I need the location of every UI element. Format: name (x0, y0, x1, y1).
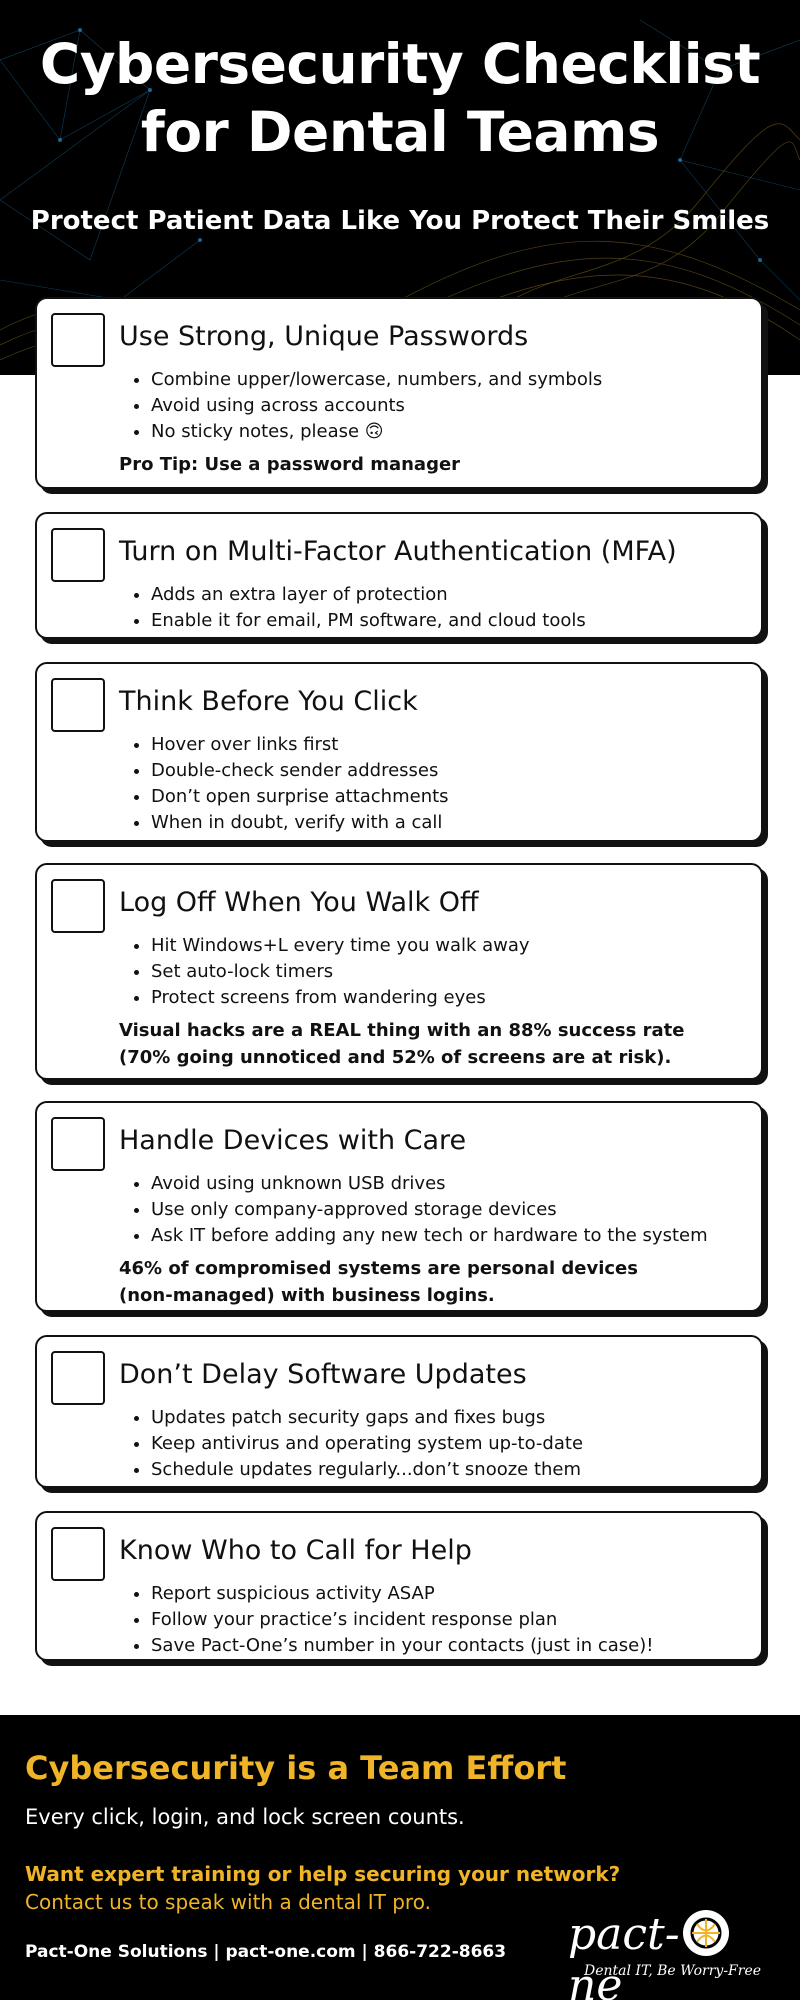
card-bullet-item: • Follow your practice’s incident response plan (151, 1607, 654, 1633)
card-title: Log Off When You Walk Off (119, 887, 479, 918)
card-title: Don’t Delay Software Updates (119, 1359, 527, 1390)
page-title (0, 30, 800, 166)
card-bullet-item: • Updates patch security gaps and fixes bugs (151, 1405, 583, 1431)
card-tip-line: 46% of compromised systems are personal devices (119, 1258, 638, 1279)
card-title: Handle Devices with Care (119, 1125, 467, 1156)
card-bullet-item: • Adds an extra layer of protection (151, 582, 586, 608)
checklist-checkbox[interactable] (51, 678, 105, 732)
page-title-line-2: for Dental Teams (140, 100, 660, 164)
checklist-checkbox[interactable] (51, 879, 105, 933)
card-title: Turn on Multi-Factor Authentication (MFA) (119, 536, 677, 567)
card-bullet-item: • Protect screens from wandering eyes (151, 985, 530, 1011)
card-bullet-list (151, 1581, 654, 1659)
card-bullet-list (151, 732, 449, 836)
card-bullet-item: • Set auto-lock timers (151, 959, 530, 985)
checklist-card (35, 863, 763, 1080)
footer-cta-link[interactable]: Contact us to speak with a dental IT pro. (25, 1890, 431, 1914)
card-bullet-list (151, 582, 586, 634)
card-bullet-item: • Don’t open surprise attachments (151, 784, 449, 810)
card-tip (119, 451, 460, 478)
checklist-card (35, 1335, 763, 1488)
card-tip (119, 1255, 638, 1309)
checklist-card (35, 512, 763, 639)
checklist-checkbox[interactable] (51, 528, 105, 582)
footer-cta-question: Want expert training or help securing your network? (25, 1862, 621, 1886)
card-bullet-item: • Double-check sender addresses (151, 758, 449, 784)
card-bullet-item: • Avoid using across accounts (151, 393, 602, 419)
checklist-card (35, 1511, 763, 1661)
card-bullet-item: • Enable it for email, PM software, and cloud tools (151, 608, 586, 634)
card-bullet-item: • Report suspicious activity ASAP (151, 1581, 654, 1607)
footer-contact-info: Pact-One Solutions | pact-one.com | 866-722-8663 (25, 1942, 507, 1962)
card-bullet-list (151, 1405, 583, 1483)
card-tip-line: (non-managed) with business logins. (119, 1285, 495, 1306)
card-tip-line: Visual hacks are a REAL thing with an 88% success rate (119, 1020, 685, 1041)
card-bullet-item: • No sticky notes, please 🙃 (151, 419, 602, 445)
page-subtitle: Protect Patient Data Like You Protect Their Smiles (30, 206, 770, 236)
checklist-checkbox[interactable] (51, 1117, 105, 1171)
card-title: Think Before You Click (119, 686, 418, 717)
card-tip (119, 1017, 684, 1071)
card-bullet-item: • When in doubt, verify with a call (151, 810, 449, 836)
card-bullet-list (151, 367, 602, 445)
card-bullet-item: • Keep antivirus and operating system up-to-date (151, 1431, 583, 1457)
card-bullet-item: • Use only company-approved storage devices (151, 1197, 708, 1223)
card-title: Know Who to Call for Help (119, 1535, 472, 1566)
page-title-line-1: Cybersecurity Checklist (39, 32, 761, 96)
checklist-card (35, 1101, 763, 1312)
card-bullet-item: • Avoid using unknown USB drives (151, 1171, 708, 1197)
card-title: Use Strong, Unique Passwords (119, 321, 529, 352)
card-bullet-item: • Hit Windows+L every time you walk away (151, 933, 530, 959)
logo-wordmark (568, 1907, 780, 2000)
globe-icon (680, 1907, 732, 1959)
card-tip-line: (70% going unnoticed and 52% of screens are at risk). (119, 1047, 672, 1068)
card-bullet-item: • Save Pact-One’s number in your contacts (just in case)! (151, 1633, 654, 1659)
logo-wordmark-right: ne (568, 1960, 623, 2000)
footer (0, 1715, 800, 2000)
card-bullet-item: • Ask IT before adding any new tech or hardware to the system (151, 1223, 708, 1249)
footer-title: Cybersecurity is a Team Effort (25, 1749, 567, 1787)
checklist-card (35, 297, 763, 489)
card-bullet-list (151, 933, 530, 1011)
checklist-checkbox[interactable] (51, 313, 105, 367)
card-bullet-item: • Hover over links first (151, 732, 449, 758)
card-bullet-list (151, 1171, 708, 1249)
checklist-card (35, 662, 763, 842)
checklist-checkbox[interactable] (51, 1351, 105, 1405)
logo-tagline: Dental IT, Be Worry-Free (584, 1963, 762, 1979)
card-bullet-item: • Schedule updates regularly...don’t snooze them (151, 1457, 583, 1483)
footer-tagline: Every click, login, and lock screen counts. (25, 1805, 465, 1829)
card-tip-line: Pro Tip: Use a password manager (119, 454, 461, 475)
logo-wordmark-left: pact- (568, 1909, 680, 1960)
card-bullet-item: • Combine upper/lowercase, numbers, and symbols (151, 367, 602, 393)
checklist-checkbox[interactable] (51, 1527, 105, 1581)
pact-one-logo (560, 1905, 780, 2000)
